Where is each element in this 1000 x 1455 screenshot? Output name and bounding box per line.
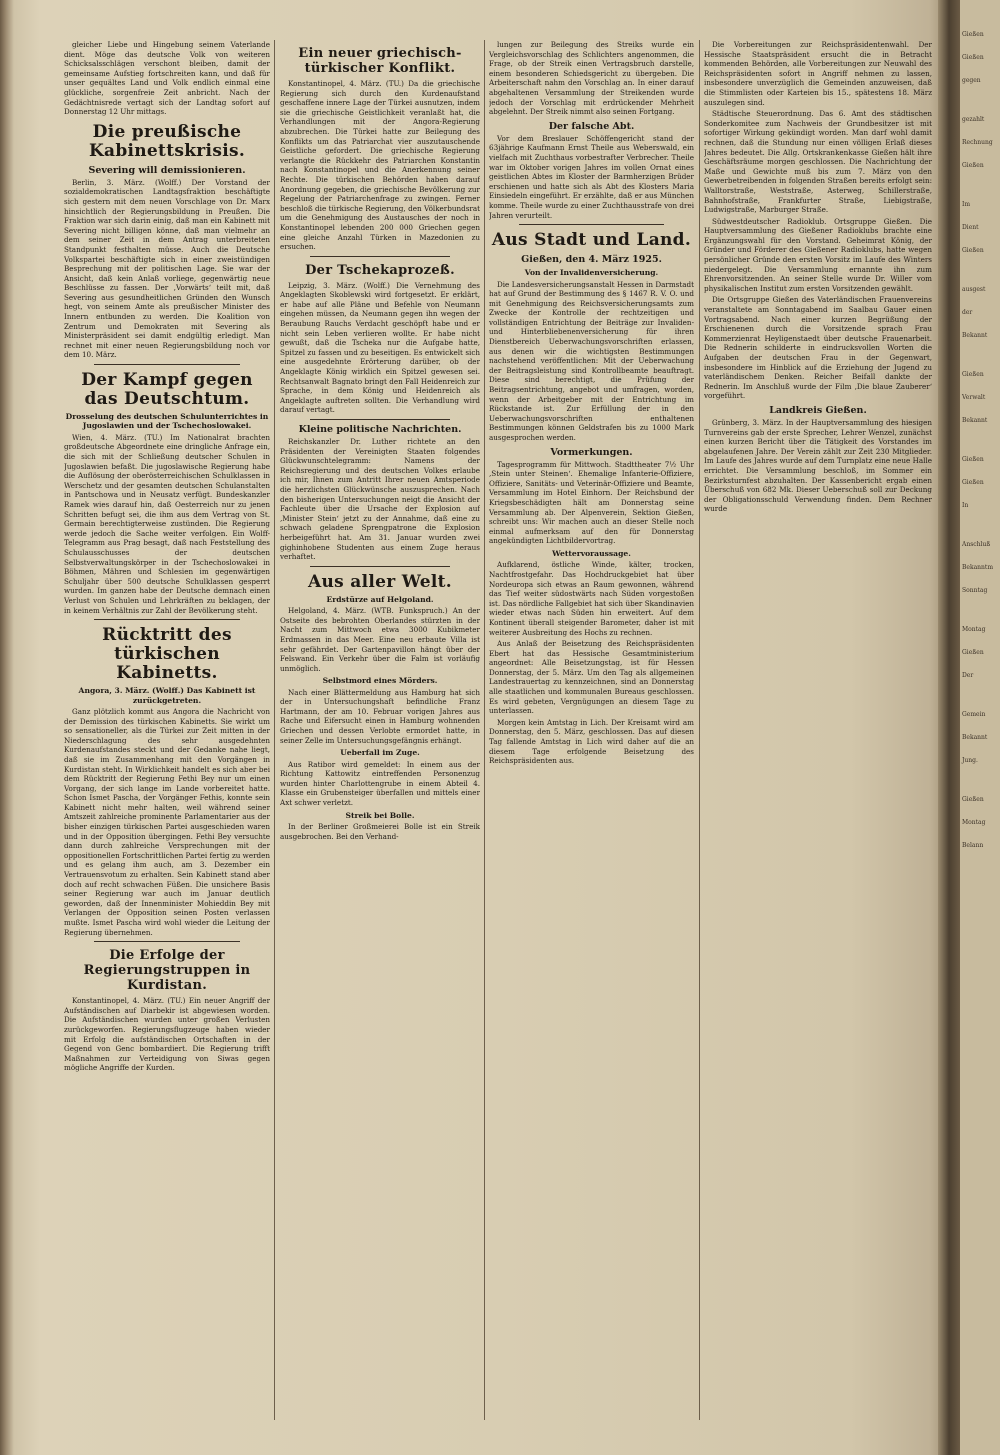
dateline: Gießen, den 4. März 1925. [521, 254, 662, 266]
edge-word: In [962, 502, 969, 509]
lead-paragraph: gleicher Liebe und Hingebung seinem Vaterlande dient. Möge das deutsche Volk von weiteren Schicksalsschlägen verschont bleiben, damit der gemeinsame Aufstieg fortschreiten kann, und daß für unser gequältes Land und Volk endlich einmal eine glückliche, sorgenfreie Zeit anbricht. Nach der Gedächtnisrede vertagt sich der Landtag sofort auf Donnerstag 12 Uhr mittags. [64, 40, 270, 117]
book-gutter [938, 0, 960, 1455]
subheadline-selbstmord: Selbstmord eines Mörders. [322, 676, 438, 686]
edge-word: Montag [962, 626, 986, 633]
column-4 [704, 40, 932, 1420]
edge-word: Bekannt [962, 417, 988, 424]
edge-word: Gießen [962, 162, 984, 169]
edge-word: gezahlt [962, 116, 985, 123]
article-text: Wien, 4. März. (TU.) Im Nationalrat brachten großdeutsche Abgeordnete eine dringliche Anfrage ein, die sich mit der Schließung deutscher Schulen in Jugoslawien befaßt. Die jugoslawische Regierung habe die Auflösung der oberösterreichischen Schulklassen in Werschetz und der gesamten deutschen Schulanstalten in Pantschowa und in Neusatz verfügt. Bundeskanzler Ramek wies darauf hin, daß Oesterreich nur zu jenen Schritten befugt sei, die ihm aus dem Vertrag von St. Germain berechtigterweise zustünden. Die Regierung werde jedoch die Sache weiter verfolgen. Ein Wolff-Telegramm aus Prag besagt, daß nach Feststellung des Schulausschusses der deutschen Selbstverwaltungskörper in der Tschechoslowakei in Böhmen, Mähren und Schlesien im gegenwärtigen Schuljahr über 500 deutsche Schulklassen gesperrt wurden. Im ganzen habe der Deutsche demnach einen Verlust von Schulen und Lehrkräften zu beklagen, der in keinem Verhältnis zur Zahl der Bevölkerung steht. [64, 432, 270, 615]
headline-ruecktritt-kabinett: Rücktritt des türkischen Kabinetts. [102, 625, 232, 684]
article-text: Nach einer Blättermeldung aus Hamburg hat sich der in Untersuchungshaft befindliche Franz Hartmann, der am 10. Februar vorigen Jahres aus Rache und Eifersucht einen in Hamburg wohnenden Griechen und dessen Verlobte ermordet hatte, in seiner Zelle im Untersuchungsgefängnis erhängt. [280, 687, 480, 745]
headline-tschekaprozess: Der Tschekaprozeß. [305, 262, 455, 278]
headline-kleine-nachrichten: Kleine politische Nachrichten. [298, 424, 462, 435]
subheadline-wetter: Wettervoraussage. [552, 548, 631, 558]
article-text: Grünberg, 3. März. In der Hauptversammlung des hiesigen Turnvereins gab der erste Sprecher, Lehrer Wenzel, zunächst einen kurzen Bericht über die Tätigkeit des Vorstandes im abgelaufenen Jahre. Der Verein zählt zur Zeit 230 Mitglieder. Im Laufe des Jahres wurde auf dem Turnplatz eine neue Halle errichtet. Die Versammlung beschloß, im Sommer ein Bezirksturnfest abzuhalten. Der Kassenbericht ergab einen Überschuß von 682 Mk. Dieser Ueberschuß soll zur Deckung der Obligationsschuld Verwendung finden. Dem Rechner wurde [704, 417, 932, 514]
edge-word: Gießen [962, 479, 984, 486]
edge-word: Bekannt [962, 332, 988, 339]
headline-kampf-deutschtum: Der Kampf gegen das Deutschtum. [81, 370, 253, 410]
headline-vormerkungen: Vormerkungen. [550, 446, 633, 458]
column-rule [274, 40, 275, 1420]
edge-word: Anschluß [962, 541, 991, 548]
column-1 [64, 40, 270, 1420]
subheadline-severing: Severing will demissionieren. [88, 164, 246, 176]
column-rule [484, 40, 485, 1420]
article-text: Konstantinopel, 4. März. (TU.) Ein neuer Angriff der Aufständischen auf Diarbekir ist abgewiesen worden. Die Aufständischen wurden unter großen Verlusten zurückgeworfen. Regierungsflugzeuge haben wieder mit Erfolg die aufständischen Ortschaften in der Gegend von Genc bombardiert. Die Regierung trifft Maßnahmen zur Verteidigung von Siwas gegen mögliche Angriffe der Kurden. [64, 996, 270, 1073]
article-text: Konstantinopel, 4. März. (TU.) Da die griechische Regierung sich durch den Kurdenaufstand geschaffene innere Lage der Türkei ausnutzen, indem sie die griechische Geistlichkeit veranlaßt hat, die Verhandlungen mit der Angora-Regierung abzubrechen. Die Türkei hatte zur Beilegung des Konflikts um das Patriarchat vier auszutauschende Geistliche gefordert. Die griechische Regierung verlangte die Rückkehr des Patriarchen Konstantin nach Konstantinopel und die Anerkennung seiner Rechte. Die türkischen Behörden haben darauf Anordnung gegeben, die griechische Bevölkerung zur Regelung der Patriarchenfrage zu zwingen. Ferner beschloß die türkische Regierung, den Völkerbundsrat um die Genehmigung des Austausches der noch in Konstantinopel lebenden 200 000 Griechen gegen eine gleiche Anzahl Türken in Mazedonien zu ersuchen. [280, 79, 480, 252]
article-divider [310, 256, 450, 257]
edge-word: Rechnung [962, 139, 993, 146]
article-text: lungen zur Beilegung des Streiks wurde ein Vergleichsvorschlag des Schlichters angenommen, die Frage, ob der Streik einen Vertragsbruch darstelle, einem besonderen Schiedsgericht zu übergeben. Die Arbeiterschaft nahm den Vorschlag an. In einer darauf abgehaltenen Versammlung der Streikenden wurde jedoch der Vorschlag mit erdrückender Mehrheit abgelehnt. Der Streik nimmt also seinen Fortgang. [489, 40, 694, 117]
edge-word: Jung. [962, 757, 978, 764]
column-2 [280, 40, 480, 1420]
edge-word: Sonntag [962, 587, 988, 594]
headline-aus-aller-welt: Aus aller Welt. [308, 571, 452, 592]
article-text: In der Berliner Großmeierei Bolle ist ein Streik ausgebrochen. Bei den Verhand- [280, 822, 480, 841]
article-text: Tagesprogramm für Mittwoch. Stadttheater 7½ Uhr ‚Stein unter Steinen‘. Ehemalige Infanterie-Offiziere, Offiziere, Sanitäts- und Veterinär-Offiziere und Beamte, Versammlung im Hotel Einhorn. Der Reichsbund der Kriegsbeschädigten hält am Donnerstag seine Versammlung ab. Der Alpenverein, Sektion Gießen, schreibt uns: Wir machen auch an dieser Stelle noch einmal aufmerksam auf den für Donnerstag angekündigten Lichtbildervortrag. [489, 459, 694, 546]
article-divider [94, 619, 240, 620]
next-page-edge [960, 0, 1000, 1455]
article-text: Ganz plötzlich kommt aus Angora die Nachricht von der Demission des türkischen Kabinetts. Sie wirkt um so sensationeller, als die Türkei zur Zeit mitten in der Niederschlagung des sehr ausgedehnten Kurdenaufstandes steckt und der Gedanke nahe liegt, daß sie im Zusammenhang mit den Vorgängen in Kurdistan steht. In Wirklichkeit handelt es sich aber bei dem Rücktritt der Regierung Fethi Bey nur um einen Vorgang, der sich lange im Lande vorbereitet hatte. Schon Ismet Pascha, der Vorgänger Fethis, konnte sein Kabinett nicht mehr halten, weil während seiner Amtszeit zahlreiche prominente Parlamentarier aus der bisher einzigen türkischen Partei ausgeschieden waren und in der Opposition übergingen. Fethi Bey versuchte dann durch zahlreiche Versprechungen mit der oppositionellen Fortschrittlichen Partei fertig zu werden und es gelang ihm auch, am 3. Dezember ein Vertrauensvotum zu erhalten. Sein Kabinett stand aber doch auf recht schwachen Füßen. Die unsichere Basis seiner Regierung war auch im Januar deutlich geworden, daß der Innenminister Mohieddin Bey mit Verlangen der Opposition seinen Posten verlassen mußte. Ismet Pascha wird wohl wieder die Leitung der Regierung übernehmen. [64, 706, 270, 937]
article-text: Reichskanzler Dr. Luther richtete an den Präsidenten der Vereinigten Staaten folgendes Glückwunschtelegramm: Namens der Reichsregierung und des deutschen Volkes erlaube ich mir, Ihnen zum Antritt Ihrer neuen Amtsperiode die herzlichsten Glückwünsche auszusprechen. Nach den bisherigen Untersuchungen neigt die Ansicht der Fachleute über die Ursache der Explosion auf ‚Minister Stein‘ jetzt zu der Annahme, daß eine zu schwach geladene Sprengpatrone die Explosion herbeigeführt hat. Am 31. Januar wurden zwei gighinhobene Studenten aus einem Zuge heraus verhaftet. [280, 437, 480, 562]
subheadline-streik-bolle: Streik bei Bolle. [345, 810, 415, 820]
edge-word: Gießen [962, 31, 984, 38]
edge-word: Belann [962, 842, 984, 849]
column-rule [699, 40, 700, 1420]
subheadline-invalidenversicherung: Von der Invalidenversicherung. [524, 268, 659, 278]
edge-word: Bekanntm [962, 564, 994, 571]
edge-word: Gießen [962, 247, 984, 254]
headline-landkreis: Landkreis Gießen. [769, 404, 867, 416]
edge-word: Dient [962, 224, 979, 231]
article-text: Städtische Steuerordnung. Das 6. Amt des städtischen Sonderkomitee zum Nachweis der Grundbesitzer ist mit sofortiger Wirkung gekündigt worden. Man darf wohl damit rechnen, daß die Stundung nur einen völligen Erlaß dieses Jahres bedeutet. Die Allg. Ortskrankenkasse Gießen hält ihre Geschäftsräume morgen geschlossen. Die Nachrichtung der Maße und Gewichte muß bis zum 7. März von den Gewerbetreibenden in folgenden Straßen bereits erfolgt sein: Walltorstraße, Weststraße, Asterweg, Schillerstraße, Bahnhofstraße, Frankfurter Straße, Liebigstraße, Ludwigstraße, Marburger Straße. [704, 109, 932, 215]
column-3 [489, 40, 694, 1420]
headline-kurdistan: Die Erfolge der Regierungstruppen in Kurdistan. [83, 948, 251, 994]
article-text: Morgen kein Amtstag in Lich. Der Kreisamt wird am Donnerstag, den 5. März, geschlossen. Das auf diesen Tag fallende Amtstag in Lich wird daher auf die an diesem Tage erfolgende Beisetzung des Reichspräsidenten aus. [489, 717, 694, 766]
article-text: Aus Anlaß der Beisetzung des Reichspräsidenten Ebert hat das Hessische Gesamtministerium angeordnet: Alle Beisetzungstag, ist für Hessen Donnerstag, der 5. März. Um den Tag als allgemeinen Landestrauertag zu kennzeichnen, sind an Donnerstag alle staatlichen und kommunalen Bureaus geschlossen. Es wird gebeten, Vergnügungen an diesem Tage zu unterlassen. [489, 639, 694, 716]
article-text: Leipzig, 3. März. (Wolff.) Die Vernehmung des Angeklagten Skoblewski wird fortgesetzt. Er erklärt, er habe auf alle Pläne und Befehle von Neumann eingehen müssen, da Neumann gegen ihn wegen der Beraubung Rauchs Verdacht geschöpft habe und er nicht sein Leben verlieren wollte. Er habe nicht gewußt, daß die Tscheka nur die Aufgabe hatte, Spitzel zu fassen und zu beseitigen. Es entwickelt sich eine ausgedehnte Erörterung darüber, ob der Angeklagte König wirklich ein Spitzel gewesen sei. Rechtsanwalt Bagnato bringt den Fall Heidenreich zur Sprache, in dem König und Heidenreich als Angeklagte auftreten sollten. Die Verhandlung wird darauf vertagt. [280, 280, 480, 415]
article-text: Die Vorbereitungen zur Reichspräsidentenwahl. Der Hessische Staatspräsident ersucht die in Betracht kommenden Behörden, alle Vorbereitungen zur Neuwahl des Reichspräsidenten sofort in Angriff nehmen zu lassen, insbesondere unverzüglich die Gemeinden anzuweisen, daß die Stimmlisten oder Karteien bis 15., spätestens 18. März auszulegen sind. [704, 40, 932, 107]
article-text: Vor dem Breslauer Schöffengericht stand der 63jährige Kaufmann Ernst Theile aus Weberswald, ein vielfach mit Zuchthaus vorbestrafter Verbrecher. Theile war im Oktober vorigen Jahres im vollen Ornat eines geistlichen Abtes im Kloster der Barmherzigen Brüder erschienen und hatte sich als Abt des Klosters Maria Einsiedeln eingeführt. Er erzählte, daß er aus München komme. Theile wurde zu einer Zuchthausstrafe von drei Jahren verurteilt. [489, 133, 694, 220]
headline-griechisch-tuerkisch: Ein neuer griechisch-türkischer Konflikt. [298, 46, 462, 76]
edge-word: gegen [962, 77, 981, 84]
headline-stadt-und-land: Aus Stadt und Land. [491, 230, 692, 251]
subheadline-ueberfall: Ueberfall im Zuge. [340, 748, 420, 758]
article-text: Die Ortsgruppe Gießen des Vaterländischen Frauenvereins veranstaltete am Sonntagabend im Saalbau Gauer einen Vortragsabend. Nach einer kurzen Begrüßung der Erschienenen durch die Vorsitzende sprach Frau Kommerzienrat Heyligenstaedt über deutsche Frauenarbeit. Die Rednerin schilderte in eindrucksvollen Worten die Aufgaben der deutschen Frau in der Gegenwart, insbesondere im Hinblick auf die Erziehung der Jugend zu vaterländischem Denken. Reicher Beifall dankte der Rednerin. Im Anschluß wurde der Film ‚Die blaue Zauberer‘ vorgeführt. [704, 295, 932, 401]
edge-word: Gießen [962, 456, 984, 463]
article-divider [94, 941, 240, 942]
article-text: Aufklarend, östliche Winde, kälter, trocken, Nachtfrostgefahr. Das Hochdruckgebiet hat über Nordeuropa sich etwas an Raum gewonnen, während das Tief weiter südostwärts nach Süden vorgestoßen ist. Das nördliche Fallgebiet hat sich über Skandinavien wieder etwas nach Süden hin erweitert. Auf dem Kontinent überall steigender Barometer, daher ist mit weiterer Ausbreitung des Hochs zu rechnen. [489, 560, 694, 637]
article-text: Helgoland, 4. März. (WTB. Funkspruch.) An der Ostseite des bebrohten Oberlandes stürzten in der Nacht zum Mittwoch etwa 3000 Kubikmeter Erdmassen in das Meer. Eine neu erbaute Villa ist sehr gefährdet. Der Gartenpavillon hängt über der Felswand. Ein Verkehr über die Falm ist vorläufig unmöglich. [280, 606, 480, 673]
article-divider [519, 224, 664, 225]
edge-word: Gießen [962, 371, 984, 378]
edge-word: Gießen [962, 649, 984, 656]
edge-word: Der [962, 672, 974, 679]
article-divider [310, 566, 450, 567]
subheadline-angora: Angora, 3. März. (Wolff.) Das Kabinett ist zurückgetreten. [78, 686, 256, 705]
headline-falsche-abt: Der falsche Abt. [548, 120, 635, 132]
article-text: Berlin, 3. März. (Wolff.) Der Vorstand der sozialdemokratischen Landtagsfraktion beschäftigte sich gestern mit dem neuen Vorschlage von Dr. Marx hinsichtlich der Regierungsbildung in Preußen. Die Fraktion war sich darin einig, daß man ein Kabinett mit Severing nicht billigen könne, daß man vielmehr an dem seiner Zeit in dem Antrag unterbreiteten Standpunkt festhalten müsse. Auch die Deutsche Volkspartei beschäftigte sich in einer zweistündigen Besprechung mit der politischen Lage. Sie war der Ansicht, daß kein Anlaß vorliege, gegenwärtig neue Beschlüsse zu fassen. Der ‚Vorwärts‘ teilt mit, daß Severing aus gesundheitlichen Gründen den Wunsch hegt, von seinem Amte als preußischer Minister des Innern entbunden zu werden. Die Koalition von Zentrum und Demokraten mit Severing als Ministerpräsident sei damit endgültig erledigt. Man rechnet mit einer neuen Regierungsbildung noch vor dem 10. März. [64, 177, 270, 360]
edge-word: Im [962, 201, 971, 208]
edge-word: der [962, 309, 973, 316]
edge-word: Bekannt [962, 734, 988, 741]
edge-word: ausgest [962, 286, 986, 293]
article-divider [94, 364, 240, 365]
article-text: Aus Ratibor wird gemeldet: In einem aus der Richtung Kattowitz eintreffenden Personenzug wurden hinter Charlottengrube in einem Abteil 4. Klasse ein Grubensteiger überfallen und mittels einer Axt schwer verletzt. [280, 759, 480, 808]
subheadline-helgoland: Erdstürze auf Helgoland. [326, 594, 434, 604]
edge-word: Gießen [962, 54, 984, 61]
article-text: Südwestdeutscher Radioklub. Ortsgruppe Gießen. Die Hauptversammlung des Gießener Radioklubs brachte eine Ergänzungswahl für den Vorstand. Geheimrat König, der Gründer und Förderer des Gießener Radioklubs, hatte wegen persönlicher Gründe den ersten Vorsitz im Laufe des Winters niedergelegt. Die Versammlung ernannte ihn zum Ehrenvorsitzenden. An seiner Stelle wurde Dr. Willer vom physikalischen Institut zum ersten Vorsitzenden gewählt. [704, 216, 932, 293]
edge-word: Gemein [962, 711, 986, 718]
edge-word: Gießen [962, 796, 984, 803]
edge-word: Montag [962, 819, 986, 826]
article-divider [310, 419, 450, 420]
article-text: Die Landesversicherungsanstalt Hessen in Darmstadt hat auf Grund der Bestimmung des § 1467 R. V. O. und mit Genehmigung des Reichsversicherungsamts zum Zwecke der Kontrolle der rechtzeitigen und vollständigen Entrichtung der Beiträge zur Invaliden- und Hinterbliebenenversicherung für ihren Dienstbereich Ueberwachungsvorschriften erlassen, aus denen wir die wichtigsten Bestimmungen nachstehend veröffentlichen: Mit der Ueberwachung der Beitragsleistung sind Kontrollbeamte beauftragt. Diese sind berechtigt, die Prüfung der Beitragsentrichtung, angebot und umfragen, worden, wenn der Arbeitgeber mit der Entrichtung im Rückstande ist. Zur Erfüllung der in den Ueberwachungsvorschriften enthaltenen Bestimmungen können Geldstrafen bis zu 1000 Mark ausgesprochen werden. [489, 279, 694, 442]
subheadline-schulunterricht: Drosselung des deutschen Schulunterrichtes in Jugoslawien und der Tschechoslowakei. [65, 412, 269, 431]
headline-kabinettskrisis: Die preußische Kabinettskrisis. [88, 121, 246, 161]
edge-word: Verwalt [962, 394, 986, 401]
